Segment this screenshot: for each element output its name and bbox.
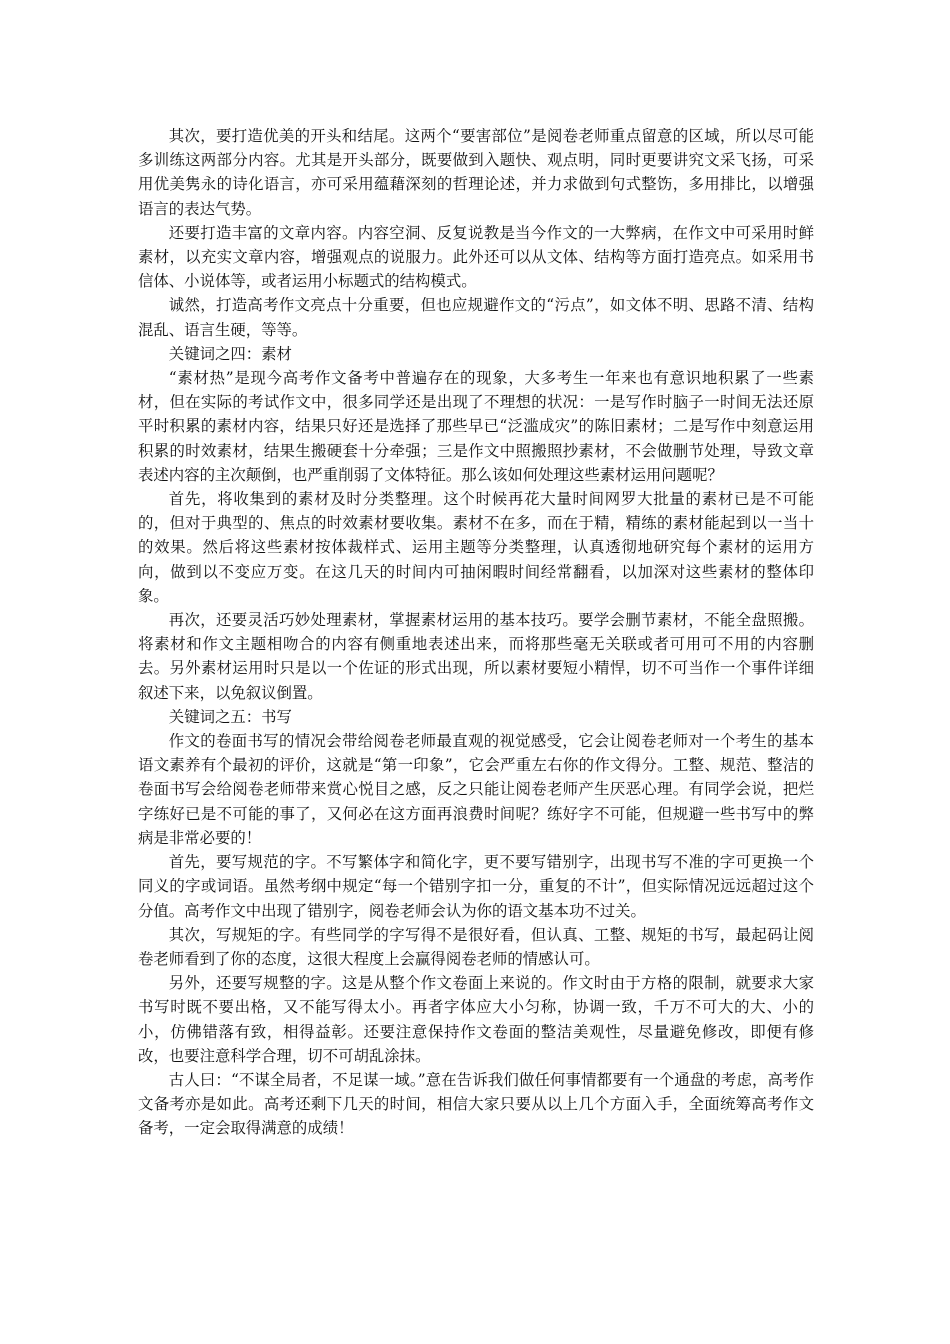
paragraph-writing-standard: 首先，要写规范的字。不写繁体字和简化字，更不要写错别字，出现书写不准的字可更换一个同义的字或词语。虽然考纲中规定“每一个错别字扣一分，重复的不计”，但实际情况远远超过这个分值。高考作文中出现了错别字，阅卷老师会认为你的语文基本功不过关。 — [138, 853, 814, 920]
paragraph-materials-intro: “素材热”是现今高考作文备考中普遍存在的现象，大多考生一年来也有意识地积累了一些素材，但在实际的考试作文中，很多同学还是出现了不理想的状况：一是写作时脑子一时间无法还原平时积累的素材内容，结果只好还是选择了那些早已“泛滥成灾”的陈旧素材；二是写作中刻意运用积累的时效素材，结果生搬硬套十分牵强；三是作文中照搬照抄素材，不会做删节处理，导致文章表述内容的主次颠倒，也严重削弱了文体特征。那么该如何处理这些素材运用问题呢？ — [138, 369, 814, 484]
paragraph-writing-tidy: 另外，还要写规整的字。这是从整个作文卷面上来说的。作文时由于方格的限制，就要求大家书写时既不要出格，又不能写得太小。再者字体应大小匀称，协调一致，千万不可大的大、小的小，仿佛错落有致，相得益彰。还要注意保持作文卷面的整洁美观性，尽量避免修改，即便有修改，也要注意科学合理，切不可胡乱涂抹。 — [138, 974, 814, 1065]
section-heading-writing: 关键词之五：书写 — [168, 707, 292, 726]
paragraph-writing-intro: 作文的卷面书写的情况会带给阅卷老师最直观的视觉感受，它会让阅卷老师对一个考生的基本语文素养有个最初的评价，这就是“第一印象”，它会严重左右你的作文得分。工整、规范、整洁的卷面书写会给阅卷老师带来赏心悦目之感，反之只能让阅卷老师产生厌恶心理。有同学会说，把烂字练好已是不可能的事了，又何必在这方面再浪费时间呢？练好字不可能，但规避一些书写中的弊病是非常必要的！ — [138, 732, 814, 847]
paragraph-avoid-flaws: 诚然，打造高考作文亮点十分重要，但也应规避作文的“污点”，如文体不明、思路不清、结构混乱、语言生硬，等等。 — [138, 296, 814, 339]
paragraph-materials-first: 首先，将收集到的素材及时分类整理。这个时候再花大量时间网罗大批量的素材已是不可能的，但对于典型的、焦点的时效素材要收集。素材不在多，而在于精，精练的素材能起到以一当十的效果。然后将这些素材按体裁样式、运用主题等分类整理，认真透彻地研究每个素材的运用方向，做到以不变应万变。在这几天的时间内可抽闲暇时间经常翻看，以加深对这些素材的整体印象。 — [138, 490, 814, 605]
section-heading-materials: 关键词之四：素材 — [168, 344, 292, 363]
document-body — [138, 124, 814, 1141]
paragraph-conclusion: 古人曰：“不谋全局者，不足谋一域。”意在告诉我们做任何事情都要有一个通盘的考虑，高考作文备考亦是如此。高考还剩下几天的时间，相信大家只要从以上几个方面入手，全面统筹高考作文备考，一定会取得满意的成绩！ — [138, 1070, 814, 1138]
paragraph-rich-content: 还要打造丰富的文章内容。内容空洞、反复说教是当今作文的一大弊病，在作文中可采用时鲜素材，以充实文章内容，增强观点的说服力。此外还可以从文体、结构等方面打造亮点。如采用书信体、小说体等，或者运用小标题式的结构模式。 — [138, 223, 814, 291]
paragraph-materials-again: 再次，还要灵活巧妙处理素材，掌握素材运用的基本技巧。要学会删节素材，不能全盘照搬。将素材和作文主题相吻合的内容有侧重地表述出来，而将那些毫无关联或者可用可不用的内容删去。另外素材运用时只是以一个佐证的形式出现，所以素材要短小精悍，切不可当作一个事件详细叙述下来，以免叙议倒置。 — [138, 611, 814, 702]
paragraph-writing-neat: 其次，写规矩的字。有些同学的字写得不是很好看，但认真、工整、规矩的书写，最起码让阅卷老师看到了你的态度，这很大程度上会赢得阅卷老师的情感认可。 — [138, 925, 814, 968]
paragraph-opening-ending: 其次，要打造优美的开头和结尾。这两个“要害部位”是阅卷老师重点留意的区域，所以尽可能多训练这两部分内容。尤其是开头部分，既要做到入题快、观点明，同时更要讲究文采飞扬，可采用优美隽永的诗化语言，亦可采用蕴藉深刻的哲理论述，并力求做到句式整饬，多用排比，以增强语言的表达气势。 — [138, 127, 814, 218]
